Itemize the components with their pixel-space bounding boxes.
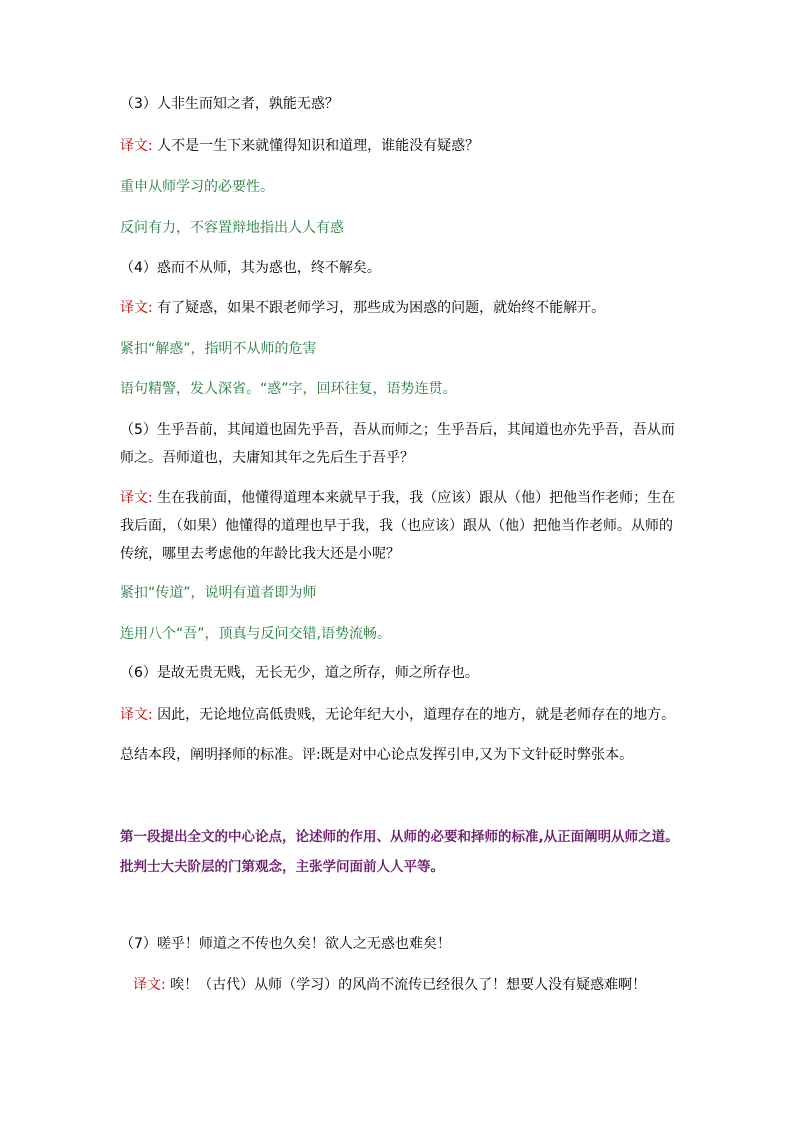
translation-label: 译文: <box>120 490 153 506</box>
section-6-note: 总结本段，阐明择师的标准。评:既是对中心论点发挥引申,又为下文针砭时弊张本。 <box>120 747 634 763</box>
translation-text: 唉！（古代）从师（学习）的风尚不流传已经很久了！想要人没有疑惑难啊！ <box>170 977 647 993</box>
section-7-original: （7）嗟乎！师道之不传也久矣！欲人之无惑也难矣！ <box>120 936 451 952</box>
section-5-translation <box>120 484 680 568</box>
translation-label: 译文: <box>133 977 166 993</box>
section-4-note-1: 紧扣“解惑”，指明不从师的危害 <box>120 341 317 357</box>
section-3-note-1: 重申从师学习的必要性。 <box>120 179 274 195</box>
translation-text: 生在我前面，他懂得道理本来就早于我，我（应该）跟从（他）把他当作老师；生在我后面，（如果）他懂得的道理也早于我，我（也应该）跟从（他）把他当作老师。从师的传统，哪里去考虑他的年龄比我大还是小呢？ <box>120 490 676 562</box>
translation-text: 有了疑惑，如果不跟老师学习，那些成为困惑的问题，就始终不能解开。 <box>157 300 606 316</box>
section-4-translation <box>120 298 680 318</box>
section-4-note-2: 语句精警，发人深省。“惑”字，回环往复，语势连贯。 <box>120 381 457 397</box>
section-6-original: （6）是故无贵无贱，无长无少，道之所存，师之所存也。 <box>120 665 479 681</box>
translation-label: 译文: <box>120 138 153 154</box>
section-3-note-2: 反问有力，不容置辩地指出人人有惑 <box>120 220 344 236</box>
section-5-original: （5）生乎吾前，其闻道也固先乎吾，吾从而师之；生乎吾后，其闻道也亦先乎吾，吾从而师之。吾师道也，夫庸知其年之先后生于吾乎？ <box>120 422 675 466</box>
translation-text: 因此，无论地位高低贵贱，无论年纪大小，道理存在的地方，就是老师存在的地方。 <box>157 707 676 723</box>
section-5-note-1: 紧扣“传道”，说明有道者即为师 <box>120 585 317 601</box>
translation-label: 译文: <box>120 300 153 316</box>
section-3-translation <box>120 136 680 156</box>
paragraph-summary: 第一段提出全文的中心论点，论述师的作用、从师的必要和择师的标准,从正面阐明从师之道。批判士大夫阶层的门第观念，主张学问面前人人平等。 <box>120 829 679 875</box>
section-7-translation <box>133 975 693 995</box>
section-5-note-2: 连用八个“吾”，顶真与反问交错,语势流畅。 <box>120 626 391 642</box>
translation-text: 人不是一生下来就懂得知识和道理，谁能没有疑惑？ <box>157 138 480 154</box>
section-3-original: （3）人非生而知之者，孰能无惑？ <box>120 96 339 112</box>
section-4-original: （4）惑而不从师，其为惑也，终不解矣。 <box>120 260 381 276</box>
section-6-translation <box>120 705 680 725</box>
translation-label: 译文: <box>120 707 153 723</box>
